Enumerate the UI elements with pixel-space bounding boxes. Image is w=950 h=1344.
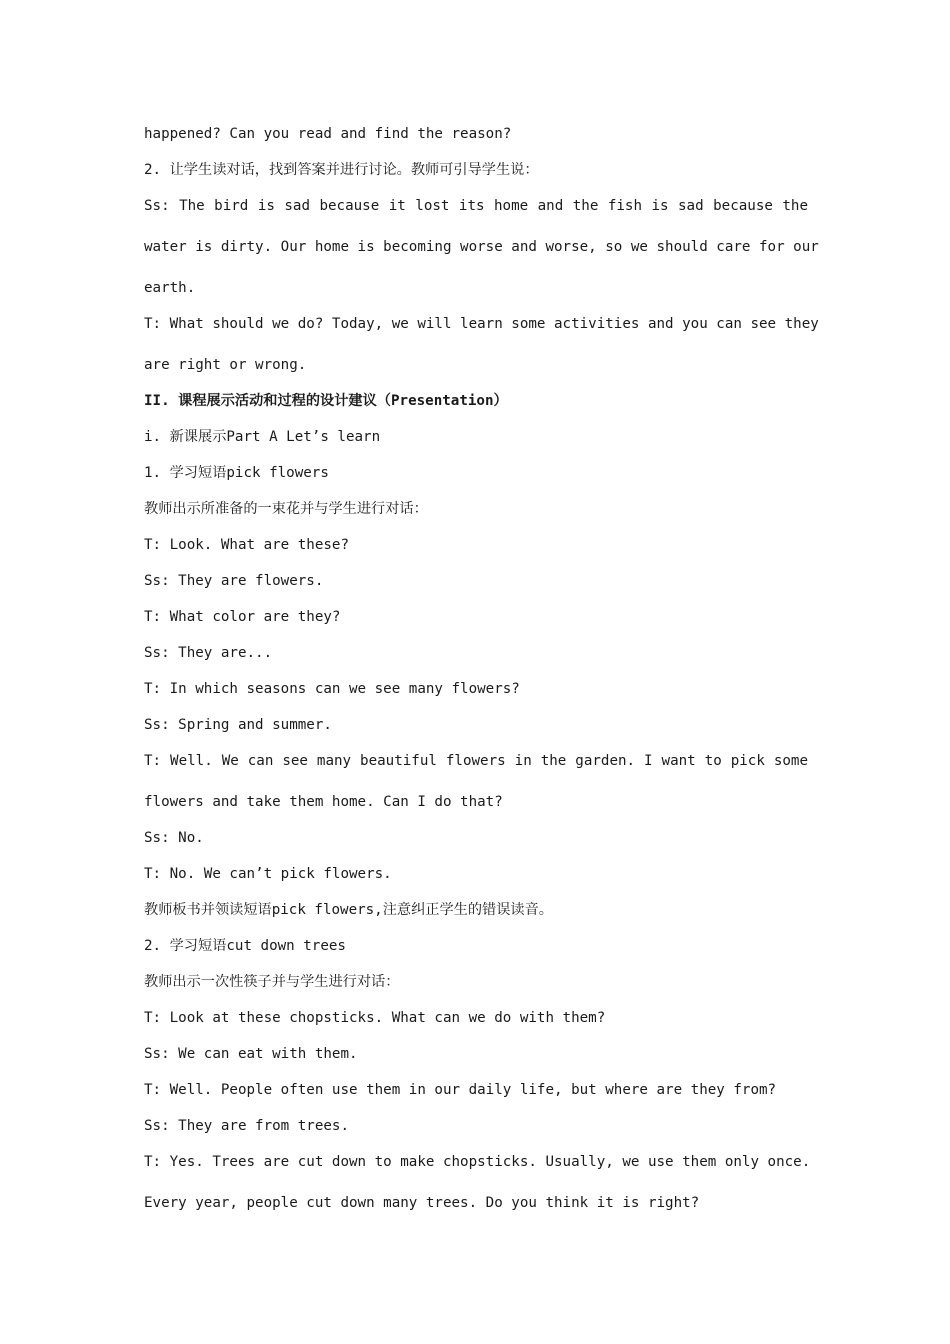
paragraph-row: earth.	[144, 280, 196, 296]
text-line: T: Well. People often use them in our daily life, but where are they from?	[144, 1082, 777, 1098]
text-line: 2. 让学生读对话，找到答案并进行讨论。教师可引导学生说：	[144, 162, 539, 178]
text-line: T: No. We can’t pick flowers.	[144, 866, 392, 882]
text-line: 教师出示一次性筷子并与学生进行对话：	[144, 974, 400, 990]
text-line: Ss: Spring and summer.	[144, 717, 332, 733]
paragraph	[144, 1152, 811, 1213]
text-line: T: In which seasons can we see many flowers?	[144, 681, 520, 697]
paragraph-row: water is dirty. Our home is becoming worse and worse, so we should care for our	[144, 239, 819, 255]
text-line: i. 新课展示Part A Let’s learn	[144, 429, 381, 445]
text-line: Ss: They are from trees.	[144, 1118, 349, 1134]
text-line: Ss: No.	[144, 830, 204, 846]
text-line: Ss: They are flowers.	[144, 573, 324, 589]
text-line: T: Look. What are these?	[144, 537, 349, 553]
text-line: 2. 学习短语cut down trees	[144, 938, 346, 954]
paragraph	[144, 314, 819, 375]
section-heading: II. 课程展示活动和过程的设计建议（Presentation）	[144, 393, 508, 409]
paragraph	[144, 751, 808, 812]
text-line: 教师出示所准备的一束花并与学生进行对话：	[144, 501, 428, 517]
text-line: Ss: We can eat with them.	[144, 1046, 358, 1062]
text-line: happened? Can you read and find the reason?	[144, 126, 512, 142]
document-page	[144, 124, 819, 1229]
text-line: Ss: They are...	[144, 645, 273, 661]
text-line: T: Look at these chopsticks. What can we do with them?	[144, 1010, 606, 1026]
paragraph-row: flowers and take them home. Can I do that?	[144, 794, 503, 810]
paragraph-row: T: Well. We can see many beautiful flowers in the garden. I want to pick some	[144, 753, 808, 769]
paragraph-row: T: What should we do? Today, we will learn some activities and you can see they	[144, 316, 819, 332]
paragraph-row: Ss: The bird is sad because it lost its home and the fish is sad because the	[144, 198, 808, 214]
paragraph	[144, 196, 819, 298]
paragraph-row: Every year, people cut down many trees. Do you think it is right?	[144, 1195, 700, 1211]
text-line: T: What color are they?	[144, 609, 341, 625]
paragraph-row: T: Yes. Trees are cut down to make chopsticks. Usually, we use them only once.	[144, 1154, 811, 1170]
text-line: 1. 学习短语pick flowers	[144, 465, 329, 481]
text-line: 教师板书并领读短语pick flowers,注意纠正学生的错误读音。	[144, 902, 553, 918]
paragraph-row: are right or wrong.	[144, 357, 307, 373]
